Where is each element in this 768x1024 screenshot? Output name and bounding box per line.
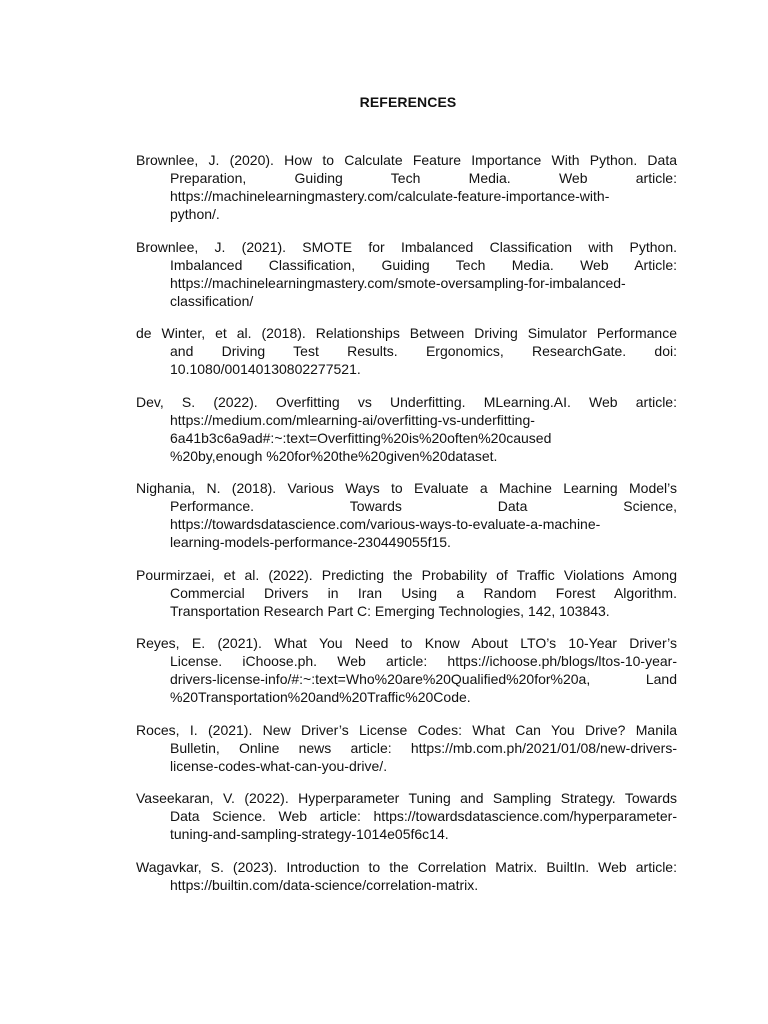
reference-line: Nighania, N. (2018). Various Ways to Evaluate a Machine Learning Model’s <box>136 480 677 496</box>
reference-line: https://medium.com/mlearning-ai/overfitting-vs-underfitting- <box>170 411 535 428</box>
reference-line: Transportation Research Part C: Emerging Technologies, 142, 103843. <box>170 602 610 619</box>
reference-line: Brownlee, J. (2021). SMOTE for Imbalanced Classification with Python. <box>136 238 677 255</box>
reference-line: classification/ <box>170 292 254 309</box>
reference-list <box>136 151 677 908</box>
reference-line: Wagavkar, S. (2023). Introduction to the Correlation Matrix. BuiltIn. Web article: <box>136 858 677 875</box>
reference-line: https://machinelearningmastery.com/smote-oversampling-for-imbalanced- <box>170 274 626 291</box>
reference-line: Bulletin, Online news article: https://mb.com.ph/2021/01/08/new-drivers- <box>170 739 677 756</box>
reference-line: Preparation, Guiding Tech Media. Web article: <box>170 170 677 186</box>
reference-line: 10.1080/00140130802277521. <box>170 361 361 377</box>
page-title: REFERENCES <box>359 94 457 110</box>
reference-line: python/. <box>170 206 220 222</box>
reference-entry <box>136 151 677 223</box>
reference-entry <box>136 634 677 706</box>
reference-line: and Driving Test Results. Ergonomics, ResearchGate. doi: <box>170 343 677 359</box>
reference-line: drivers-license-info/#:~:text=Who%20are%20Qualified%20for%20a, Land <box>170 671 677 687</box>
reference-entry <box>136 721 677 775</box>
reference-line: Vaseekaran, V. (2022). Hyperparameter Tuning and Sampling Strategy. Towards <box>136 790 677 806</box>
reference-line: License. iChoose.ph. Web article: https://ichoose.ph/blogs/ltos-10-year- <box>170 653 677 669</box>
reference-line: learning-models-performance-230449055f15. <box>170 534 451 550</box>
reference-entry <box>136 324 677 378</box>
reference-entry <box>136 479 677 551</box>
reference-line: tuning-and-sampling-strategy-1014e05f6c14. <box>170 826 449 842</box>
reference-line: Reyes, E. (2021). What You Need to Know About LTO’s 10-Year Driver’s <box>136 635 677 651</box>
reference-line: Brownlee, J. (2020). How to Calculate Feature Importance With Python. Data <box>136 152 677 168</box>
reference-line: Dev, S. (2022). Overfitting vs Underfitting. MLearning.AI. Web article: <box>136 393 677 410</box>
reference-line: %20Transportation%20and%20Traffic%20Code. <box>170 689 471 705</box>
reference-line: https://machinelearningmastery.com/calculate-feature-importance-with- <box>170 188 610 204</box>
reference-line: 6a41b3c6a9ad#:~:text=Overfitting%20is%20often%20caused <box>170 429 552 446</box>
reference-line: Roces, I. (2021). New Driver’s License Codes: What Can You Drive? Manila <box>136 721 677 738</box>
reference-line: de Winter, et al. (2018). Relationships Between Driving Simulator Performance <box>136 325 677 341</box>
reference-line: Data Science. Web article: https://towardsdatascience.com/hyperparameter- <box>170 808 677 824</box>
reference-line: %20by,enough %20for%20the%20given%20dataset. <box>170 447 498 464</box>
reference-line: Imbalanced Classification, Guiding Tech Media. Web Article: <box>170 256 677 273</box>
reference-entry <box>136 393 677 465</box>
reference-entry <box>136 858 677 894</box>
reference-entry <box>136 566 677 620</box>
reference-line: https://towardsdatascience.com/various-ways-to-evaluate-a-machine- <box>170 516 601 532</box>
reference-line: license-codes-what-can-you-drive/. <box>170 757 388 774</box>
reference-line: Performance. Towards Data Science, <box>170 498 677 514</box>
reference-entry <box>136 789 677 843</box>
reference-line: Commercial Drivers in Iran Using a Random Forest Algorithm. <box>170 584 677 601</box>
reference-entry <box>136 238 677 310</box>
reference-line: Pourmirzaei, et al. (2022). Predicting the Probability of Traffic Violations Among <box>136 566 677 583</box>
reference-line: https://builtin.com/data-science/correlation-matrix. <box>170 876 479 893</box>
